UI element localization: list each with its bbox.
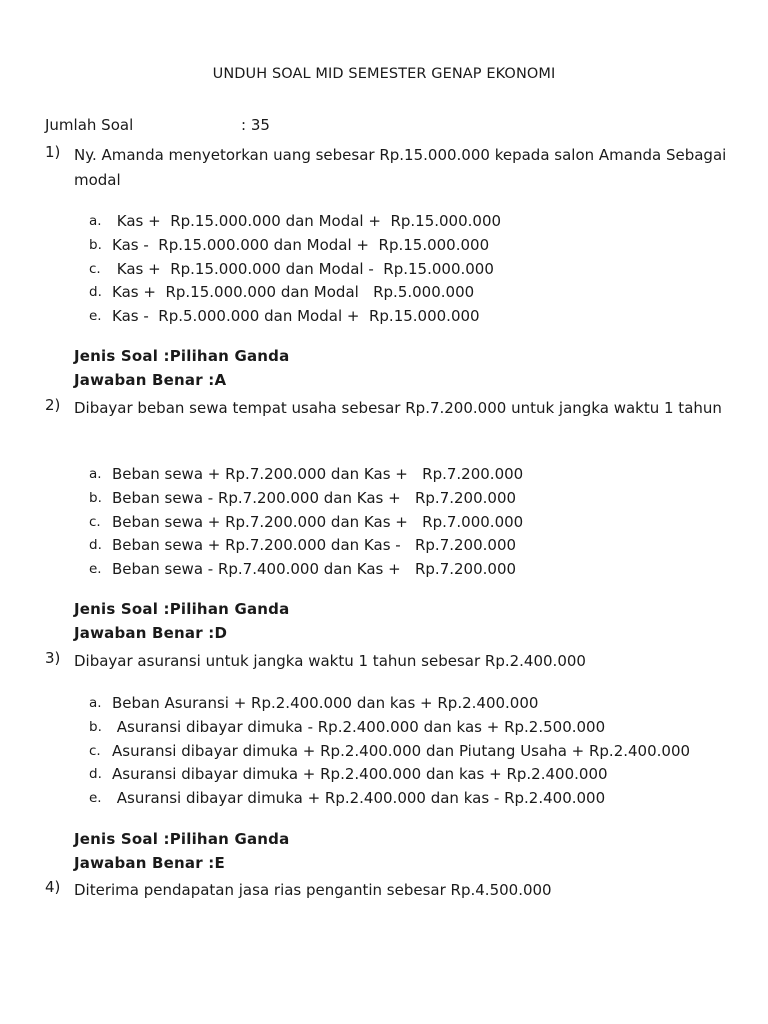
option-letter: c. <box>89 260 101 277</box>
option-letter: b. <box>89 718 102 735</box>
option-letter: c. <box>89 513 101 530</box>
question-number: 2) <box>45 396 61 414</box>
question-text: Dibayar asuransi untuk jangka waktu 1 tahun sebesar Rp.2.400.000 <box>74 652 586 670</box>
question-number: 4) <box>45 878 61 896</box>
option <box>45 558 735 582</box>
option-text: Beban sewa - Rp.7.400.000 dan Kas + Rp.7.200.000 <box>112 560 517 579</box>
question-3 <box>45 649 735 674</box>
option <box>45 305 735 329</box>
question-2-options <box>45 463 735 582</box>
question-1 <box>45 143 735 193</box>
option-letter: c. <box>89 742 101 759</box>
option-text: Beban sewa - Rp.7.200.000 dan Kas + Rp.7.200.000 <box>112 488 517 507</box>
option-text: Kas - Rp.5.000.000 dan Modal + Rp.15.000.000 <box>112 307 480 326</box>
option-letter: e. <box>89 790 102 807</box>
option-text: Kas - Rp.15.000.000 dan Modal + Rp.15.000.000 <box>112 235 490 254</box>
option <box>45 281 735 305</box>
option <box>45 487 735 511</box>
option <box>45 692 735 716</box>
question-2 <box>45 396 735 446</box>
question-type: Jenis Soal :Pilihan Ganda <box>74 830 290 848</box>
option-text: Asuransi dibayar dimuka + Rp.2.400.000 dan kas - Rp.2.400.000 <box>112 789 606 808</box>
option-letter: b. <box>89 236 102 253</box>
page-title: UNDUH SOAL MID SEMESTER GENAP EKONOMI <box>212 66 556 82</box>
question-text: Ny. Amanda menyetorkan uang sebesar Rp.15.000.000 kepada salon Amanda Sebagai modal <box>74 146 727 189</box>
option <box>45 763 735 787</box>
question-4 <box>45 878 735 903</box>
question-number: 3) <box>45 649 61 667</box>
question-count-value: : 35 <box>241 116 270 134</box>
option-letter: d. <box>89 284 102 301</box>
correct-answer: Jawaban Benar :E <box>74 854 225 872</box>
option-letter: a. <box>89 695 102 711</box>
option-text: Kas + Rp.15.000.000 dan Modal Rp.5.000.000 <box>112 283 475 302</box>
option <box>45 511 735 535</box>
option-letter: e. <box>89 561 102 578</box>
question-count-label: Jumlah Soal <box>45 116 134 134</box>
option <box>45 234 735 258</box>
question-type: Jenis Soal :Pilihan Ganda <box>74 600 290 618</box>
correct-answer: Jawaban Benar :D <box>74 624 228 642</box>
question-text: Dibayar beban sewa tempat usaha sebesar Rp.7.200.000 untuk jangka waktu 1 tahun <box>74 399 722 417</box>
option-text: Beban sewa + Rp.7.200.000 dan Kas + Rp.7.200.000 <box>112 465 524 483</box>
option-text: Beban sewa + Rp.7.200.000 dan Kas - Rp.7.200.000 <box>112 536 517 555</box>
option <box>45 210 735 234</box>
option-letter: d. <box>89 537 102 554</box>
question-number: 1) <box>45 143 61 161</box>
option-text: Asuransi dibayar dimuka - Rp.2.400.000 dan kas + Rp.2.500.000 <box>112 717 606 736</box>
option-text: Asuransi dibayar dimuka + Rp.2.400.000 dan Piutang Usaha + Rp.2.400.000 <box>112 741 691 760</box>
option-letter: e. <box>89 308 102 325</box>
question-text: Diterima pendapatan jasa rias pengantin sebesar Rp.4.500.000 <box>74 881 552 899</box>
option <box>45 534 735 558</box>
question-count <box>45 116 445 136</box>
option-text: Beban sewa + Rp.7.200.000 dan Kas + Rp.7.000.000 <box>112 512 524 531</box>
question-type: Jenis Soal :Pilihan Ganda <box>74 347 290 365</box>
option <box>45 716 735 740</box>
option <box>45 463 735 487</box>
question-1-options <box>45 210 735 329</box>
option-text: Asuransi dibayar dimuka + Rp.2.400.000 dan kas + Rp.2.400.000 <box>112 765 608 784</box>
option-letter: b. <box>89 489 102 506</box>
option <box>45 740 735 764</box>
option-text: Kas + Rp.15.000.000 dan Modal - Rp.15.000.000 <box>112 259 494 278</box>
option <box>45 787 735 811</box>
option-letter: d. <box>89 766 102 783</box>
option-text: Kas + Rp.15.000.000 dan Modal + Rp.15.000.000 <box>112 212 502 230</box>
option-letter: a. <box>89 213 102 229</box>
correct-answer: Jawaban Benar :A <box>74 371 227 389</box>
option-letter: a. <box>89 466 102 482</box>
option <box>45 258 735 282</box>
option-text: Beban Asuransi + Rp.2.400.000 dan kas + Rp.2.400.000 <box>112 694 539 712</box>
question-3-options <box>45 692 735 811</box>
